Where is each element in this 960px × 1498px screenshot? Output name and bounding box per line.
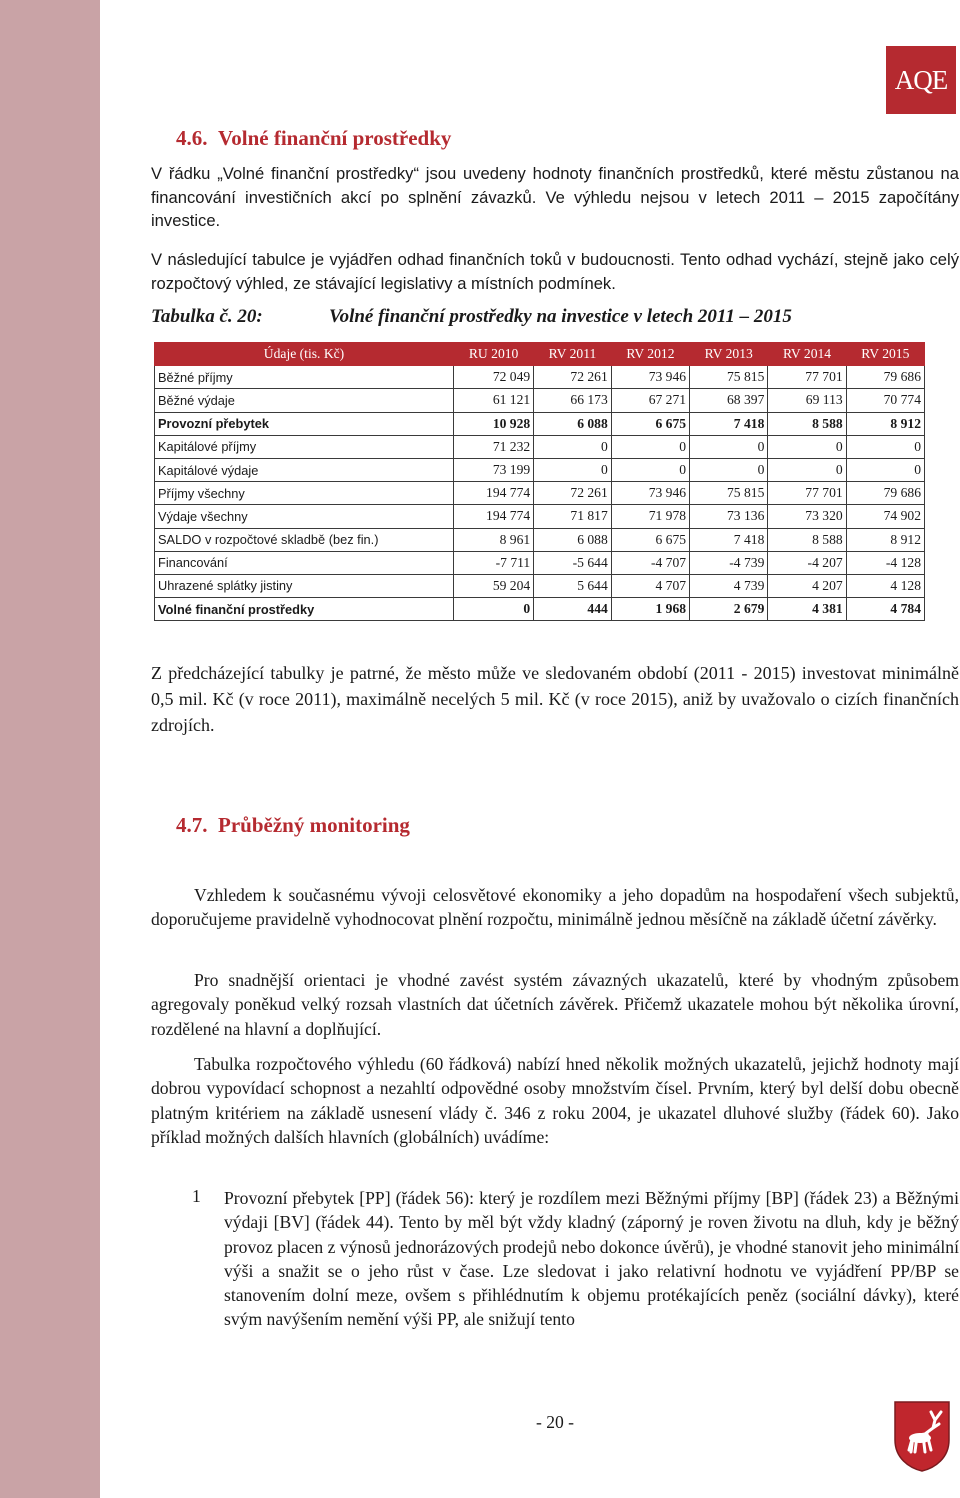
row-label: Kapitálové příjmy [155, 435, 454, 458]
row-label: Běžné výdaje [155, 389, 454, 412]
table-cell: -4 707 [611, 551, 689, 574]
table-cell: 72 261 [534, 482, 612, 505]
table-cell: 6 675 [611, 412, 689, 435]
table-cell: 74 902 [846, 505, 924, 528]
table-cell: 72 261 [534, 366, 612, 389]
table-row [155, 551, 925, 574]
table-cell: 444 [534, 598, 612, 621]
column-header: RV 2012 [611, 343, 689, 366]
table-cell: 8 588 [768, 528, 846, 551]
table-caption-title: Volné finanční prostředky na investice v letech 2011 – 2015 [329, 306, 792, 327]
table-cell: 77 701 [768, 366, 846, 389]
table-cell: 0 [690, 435, 768, 458]
table-cell: 8 912 [846, 528, 924, 551]
table-cell: 2 679 [690, 598, 768, 621]
table-cell: 0 [768, 435, 846, 458]
intro-paragraph-2: V následující tabulce je vyjádřen odhad finančních toků v budoucnosti. Tento odhad vychází, stejně jako celý rozpočtový výhled, ze stávající legislativy a místních podmínek. [151, 250, 959, 293]
table-cell: 77 701 [768, 482, 846, 505]
financial-table [154, 342, 925, 621]
table-cell: 6 088 [534, 412, 612, 435]
list-item-number: 1 [192, 1186, 201, 1206]
table-cell: 68 397 [690, 389, 768, 412]
table-row [155, 389, 925, 412]
monitoring-paragraph-3: Tabulka rozpočtového výhledu (60 řádková) nabízí hned několik možných ukazatelů, jejichž hodnoty mají dobrou vypovídací schopnost a nezahltí odpovědné osoby množstvím čísel. Prvním, který byl delší dobu obecně platným kritériem na základě usnesení vlády č. 346 z roku 2004, je ukazatel dluhové služby (řádek 60). Jako příklad možných dalších hlavních (globálních) uvádíme: [151, 1054, 959, 1147]
town-crest-icon [893, 1400, 951, 1472]
table-cell: 79 686 [846, 482, 924, 505]
aqe-logo [886, 46, 956, 114]
table-cell: 5 644 [534, 574, 612, 597]
table-cell: 8 912 [846, 412, 924, 435]
table-cell: 4 207 [768, 574, 846, 597]
logo-text: AQE [894, 64, 948, 95]
section-title: Průběžný monitoring [218, 813, 410, 837]
section-heading-4-7 [176, 813, 410, 838]
table-cell: 73 136 [690, 505, 768, 528]
column-header: Údaje (tis. Kč) [155, 343, 454, 366]
table-cell: 73 320 [768, 505, 846, 528]
table-cell: 59 204 [454, 574, 534, 597]
row-label: Kapitálové výdaje [155, 458, 454, 481]
table-cell: 71 232 [454, 435, 534, 458]
table-cell: 6 675 [611, 528, 689, 551]
section-number: 4.7. [176, 813, 208, 837]
table-row [155, 574, 925, 597]
section-heading-4-6 [176, 126, 451, 151]
table-cell: 79 686 [846, 366, 924, 389]
table-cell: 73 946 [611, 366, 689, 389]
table-body [155, 366, 925, 621]
table-cell: -4 739 [690, 551, 768, 574]
table-cell: 0 [690, 458, 768, 481]
table-row [155, 482, 925, 505]
table-cell: 75 815 [690, 366, 768, 389]
column-header: RU 2010 [454, 343, 534, 366]
table-cell: 73 946 [611, 482, 689, 505]
section-title: Volné finanční prostředky [218, 126, 452, 150]
table-summary-paragraph: Z předcházející tabulky je patrné, že město může ve sledovaném období (2011 - 2015) investovat minimálně 0,5 mil. Kč (v roce 2011), maximálně necelých 5 mil. Kč (v roce 2015), aniž by uvažovalo o cizích finančních zdrojích. [151, 663, 959, 735]
table-cell: 0 [534, 458, 612, 481]
table-cell: 0 [454, 598, 534, 621]
table-cell: 4 784 [846, 598, 924, 621]
table-cell: 4 128 [846, 574, 924, 597]
monitoring-paragraph-2: Pro snadnější orientaci je vhodné zavést systém závazných ukazatelů, které by vhodným způsobem agregovaly poněkud velký rozsah vlastních dat účetních závěrek. Přičemž ukazatele mohou být několika úrovní, rozdělené na hlavní a doplňující. [151, 970, 959, 1039]
row-label: Financování [155, 551, 454, 574]
table-cell: 0 [534, 435, 612, 458]
table-row [155, 412, 925, 435]
row-label: Provozní přebytek [155, 412, 454, 435]
table-cell: 194 774 [454, 482, 534, 505]
table-caption-label: Tabulka č. 20: [151, 306, 263, 327]
table-caption [151, 306, 792, 328]
list-item-text: Provozní přebytek [PP] (řádek 56): který je rozdílem mezi Běžnými příjmy [BP] (řádek 23) a Běžnými výdaji [BV] (řádek 44). Tento by měl být vždy kladný (záporný je roven životu na dluh, kdy je běžný provoz placen z výnosů jednorázových prodejů nebo dokonce úvěrů), je vhodné stanovit jeho minimální výši a snažit se o jeho růst v čase. Lze sledovat i jako relativní hodnotu ve vyjádření PP/BP se stanovením dolní meze, ovšem s přihlédnutím k objemu protékajících peněz (sociální dávky), které svým navýšením nemění výši PP, ale snižují tento [224, 1188, 959, 1330]
table-cell: 0 [611, 435, 689, 458]
table-row [155, 505, 925, 528]
table-cell: 61 121 [454, 389, 534, 412]
table-row [155, 435, 925, 458]
table-header-row [155, 343, 925, 366]
table-cell: 71 978 [611, 505, 689, 528]
column-header: RV 2011 [534, 343, 612, 366]
table-cell: 194 774 [454, 505, 534, 528]
table-cell: 7 418 [690, 528, 768, 551]
table-cell: 0 [846, 435, 924, 458]
table-cell: 8 961 [454, 528, 534, 551]
table-cell: 75 815 [690, 482, 768, 505]
section-number: 4.6. [176, 126, 208, 150]
table-cell: -4 128 [846, 551, 924, 574]
table-cell: 71 817 [534, 505, 612, 528]
table-cell: -4 207 [768, 551, 846, 574]
table-cell: 0 [768, 458, 846, 481]
row-label: Příjmy všechny [155, 482, 454, 505]
table-cell: 69 113 [768, 389, 846, 412]
decorative-sidebar [0, 0, 100, 1498]
table-cell: -5 644 [534, 551, 612, 574]
indicator-list-item [192, 1186, 959, 1332]
row-label: Běžné příjmy [155, 366, 454, 389]
table-row [155, 528, 925, 551]
table-cell: 6 088 [534, 528, 612, 551]
table-cell: 7 418 [690, 412, 768, 435]
table-row [155, 366, 925, 389]
table-cell: 1 968 [611, 598, 689, 621]
table-cell: -7 711 [454, 551, 534, 574]
table-cell: 72 049 [454, 366, 534, 389]
table-cell: 8 588 [768, 412, 846, 435]
table-cell: 70 774 [846, 389, 924, 412]
column-header: RV 2015 [846, 343, 924, 366]
intro-paragraph-1: V řádku „Volné finanční prostředky“ jsou uvedeny hodnoty finančních prostředků, které městu zůstanou na financování investičních akcí po splnění závazků. Ve výhledu nejsou v letech 2011 – 2015 započítány investice. [151, 164, 959, 230]
table-cell: 0 [846, 458, 924, 481]
table-cell: 4 381 [768, 598, 846, 621]
table-row [155, 458, 925, 481]
table-cell: 66 173 [534, 389, 612, 412]
row-label: Uhrazené splátky jistiny [155, 574, 454, 597]
table-cell: 4 707 [611, 574, 689, 597]
table-cell: 67 271 [611, 389, 689, 412]
row-label: SALDO v rozpočtové skladbě (bez fin.) [155, 528, 454, 551]
page-number: - 20 - [535, 1412, 575, 1432]
monitoring-paragraph-1: Vzhledem k současnému vývoji celosvětové ekonomiky a jeho dopadům na hospodaření všech subjektů, doporučujeme pravidelně vyhodnocovat plnění rozpočtu, minimálně jednou měsíčně na základě účetní závěrky. [151, 885, 959, 930]
column-header: RV 2013 [690, 343, 768, 366]
table-cell: 73 199 [454, 458, 534, 481]
table-row [155, 598, 925, 621]
table-cell: 10 928 [454, 412, 534, 435]
table-cell: 4 739 [690, 574, 768, 597]
table-cell: 0 [611, 458, 689, 481]
column-header: RV 2014 [768, 343, 846, 366]
row-label: Výdaje všechny [155, 505, 454, 528]
row-label: Volné finanční prostředky [155, 598, 454, 621]
